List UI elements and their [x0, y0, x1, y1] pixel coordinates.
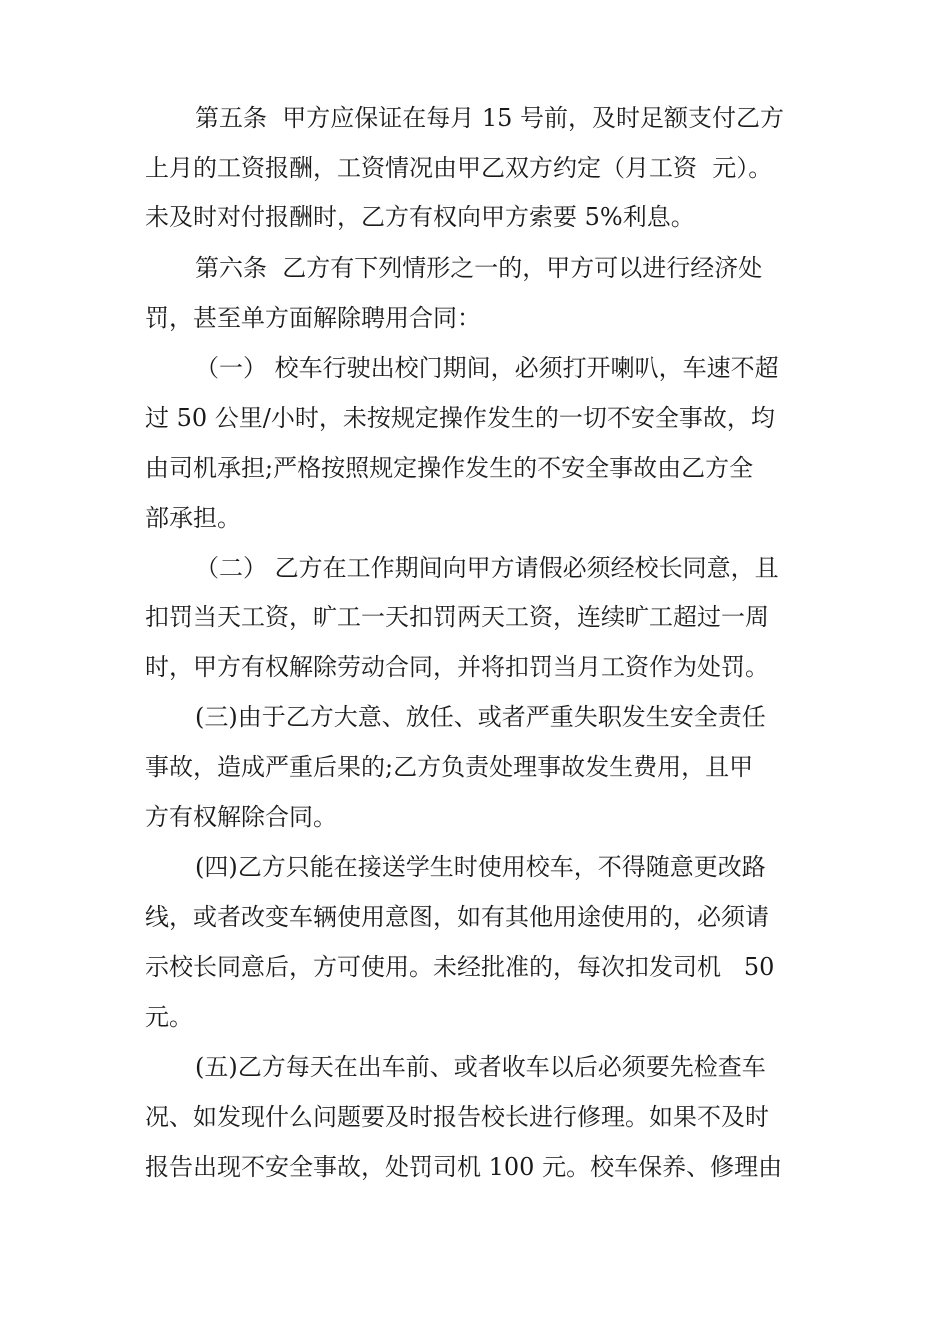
clause-4-line-4: 元。: [145, 1003, 193, 1031]
clause-1-line-2: 过 50 公里/小时，未按规定操作发生的一切不安全事故，均: [145, 404, 775, 432]
clause-5-line-2: 况、如发现什么问题要及时报告校长进行修理。如果不及时: [145, 1103, 769, 1131]
clause-5-line-1: (五)乙方每天在出车前、或者收车以后必须要先检查车: [195, 1053, 766, 1081]
clause-1-line-3: 由司机承担;严格按照规定操作发生的不安全事故由乙方全: [145, 454, 754, 482]
clause-1-line-1: （一） 校车行驶出校门期间，必须打开喇叭，车速不超: [195, 354, 779, 382]
clause-4-line-3: 示校长同意后，方可使用。未经批准的，每次扣发司机 50: [145, 953, 775, 981]
article-6-line-2: 罚，甚至单方面解除聘用合同：: [145, 304, 481, 332]
clause-1-line-4: 部承担。: [145, 504, 241, 532]
article-5-line-3: 未及时对付报酬时，乙方有权向甲方索要 5%利息。: [145, 203, 695, 231]
clause-4-line-1: (四)乙方只能在接送学生时使用校车，不得随意更改路: [195, 853, 766, 881]
clause-3-line-3: 方有权解除合同。: [145, 803, 337, 831]
clause-2-line-1: （二） 乙方在工作期间向甲方请假必须经校长同意，且: [195, 554, 779, 582]
article-6-line-1: 第六条 乙方有下列情形之一的，甲方可以进行经济处: [195, 254, 763, 282]
clause-4-line-2: 线，或者改变车辆使用意图，如有其他用途使用的，必须请: [145, 903, 769, 931]
article-5-line-2: 上月的工资报酬，工资情况由甲乙双方约定（月工资 元）。: [145, 154, 773, 182]
clause-3-line-2: 事故，造成严重后果的;乙方负责处理事故发生费用，且甲: [145, 753, 754, 781]
clause-3-line-1: (三)由于乙方大意、放任、或者严重失职发生安全责任: [195, 703, 766, 731]
clause-5-line-3: 报告出现不安全事故，处罚司机 100 元。校车保养、修理由: [145, 1153, 783, 1181]
clause-2-line-2: 扣罚当天工资，旷工一天扣罚两天工资，连续旷工超过一周: [145, 603, 769, 631]
article-5-line-1: 第五条 甲方应保证在每月 15 号前，及时足额支付乙方: [195, 104, 785, 132]
clause-2-line-3: 时，甲方有权解除劳动合同，并将扣罚当月工资作为处罚。: [145, 653, 769, 681]
